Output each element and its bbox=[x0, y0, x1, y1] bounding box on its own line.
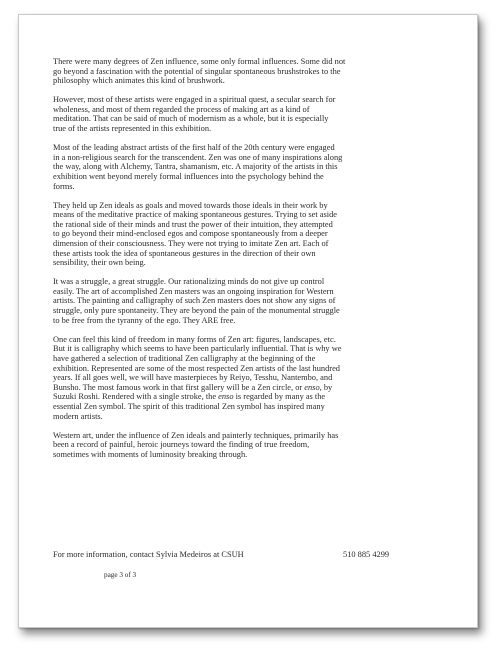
paragraph-western-art: Western art, under the influence of Zen ideals and painterly techniques, primarily has been a record of painful, heroic journeys toward the finding of true freedom, sometimes with moments of luminosity breaking through. bbox=[53, 430, 339, 459]
paragraph-spiritual-quest: However, most of these artists were engaged in a spiritual quest, a secular search for wholeness, and most of them regarded the process of making art as a kind of meditation. That can be said of much of modernism as a whole, but it is especially true of the artists represented in this exhibition. bbox=[53, 95, 336, 134]
document-body bbox=[53, 57, 433, 469]
paragraph-zen-ideals: They held up Zen ideals as goals and moved towards those ideals in their work by means of the meditative practice of making spontaneous gestures. Trying to set aside the rational side of their minds and trust the power of their intuition, they attempted to go beyond their mind-enclosed egos and compose spontaneously from a deeper dimension of their consciousness. They were not trying to imitate Zen art. Each of these artists took the idea of spontaneous gestures in the direction of their own sensibility, their own being. bbox=[53, 200, 337, 268]
paragraph-zen-influence-degrees: There were many degrees of Zen influence, some only formal influences. Some did not go beyond a fascination with the potential of singular spontaneous brushstrokes to the philosophy which animates this kind of brushwork. bbox=[53, 57, 346, 86]
contact-text: For more information, contact Sylvia Medeiros at CSUH bbox=[53, 550, 244, 559]
paragraph-abstract-artists: Most of the leading abstract artists of the first half of the 20th century were engaged in a non-religious search for the transcendent. Zen was one of many inspirations along the way, along with Alchemy, Tantra, shamanism, etc. A majority of the artists in this exhibition went beyond merely formal influences into the psychology behind the forms. bbox=[53, 143, 343, 191]
contact-line bbox=[53, 550, 433, 560]
paragraph-struggle: It was a struggle, a great struggle. Our rationalizing minds do not give up control easily. The art of accomplished Zen masters was an ongoing inspiration for Western artists. The painting and calligraphy of such Zen masters does not show any signs of struggle, only pure spontaneity. They are beyond the pain of the monumental struggle to be free from the tyranny of the ego. They ARE free. bbox=[53, 277, 340, 325]
contact-phone: 510 885 4299 bbox=[343, 550, 390, 559]
page-number: page 3 of 3 bbox=[104, 571, 137, 579]
paragraph-calligraphy: One can feel this kind of freedom in many forms of Zen art: figures, landscapes, etc. But it is calligraphy which seems to have been particularly influential. That is why we have gathered a selection of traditional Zen calligraphy at the beginning of the exhibition. Represented are some of the most respected Zen artists of the last hundred years. If all goes well, we will have masterpieces by Reiyo, Tesshu, Nantembo, and Bunsho. The most famous work in that first gallery will be a Zen circle, or enso, by Suzuki Roshi. Rendered with a single stroke, the enso is regarded by many as the essential Zen symbol. The spirit of this traditional Zen symbol has inspired many modern artists. bbox=[53, 334, 342, 421]
